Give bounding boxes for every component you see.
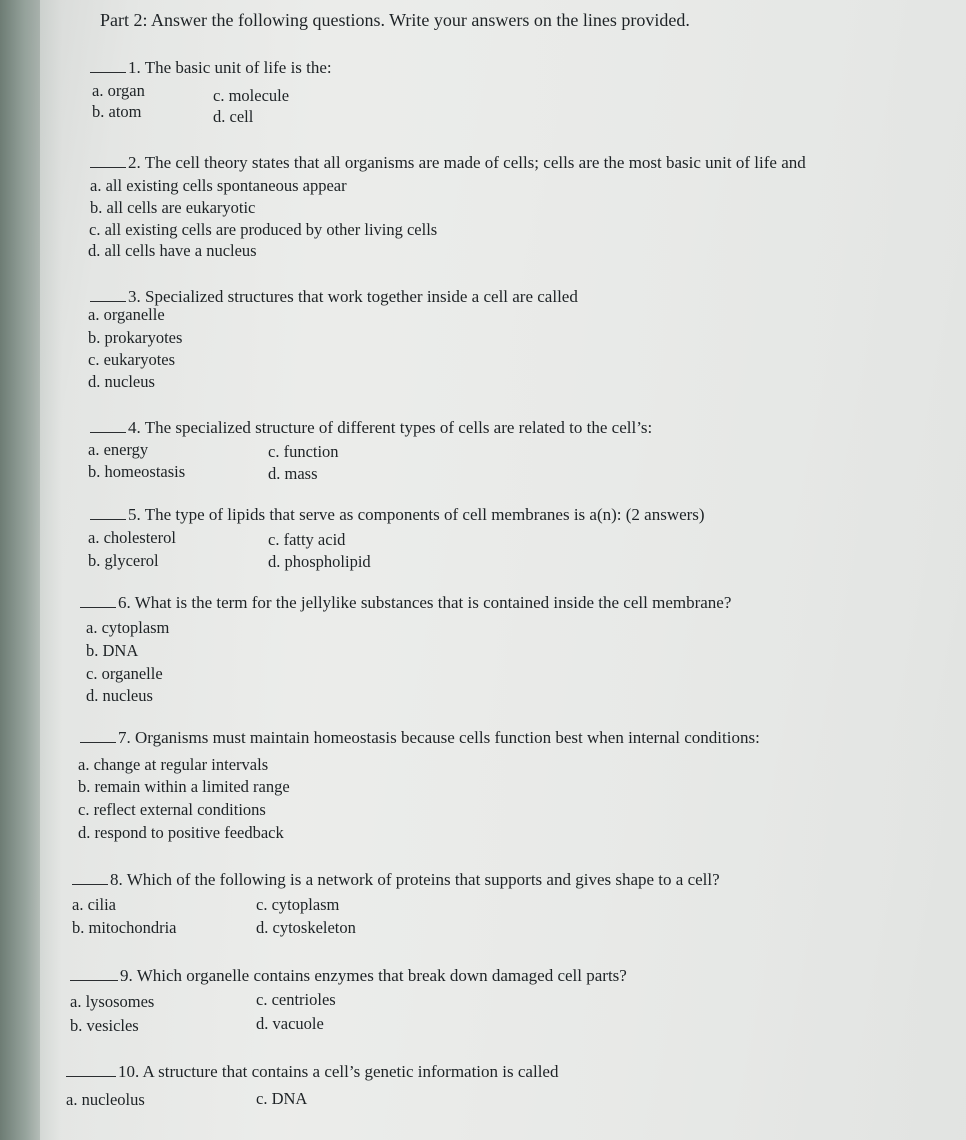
question-1 bbox=[90, 58, 332, 78]
option-c: c. centrioles bbox=[256, 990, 336, 1009]
option-c: c. DNA bbox=[256, 1089, 308, 1108]
question-4 bbox=[90, 418, 652, 438]
option-a: a. nucleolus bbox=[66, 1090, 145, 1109]
option-c: c. cytoplasm bbox=[256, 895, 340, 914]
option-a: a. lysosomes bbox=[70, 992, 155, 1011]
answer-line[interactable] bbox=[72, 870, 108, 885]
option-a: a. organelle bbox=[88, 305, 165, 324]
option-b: b. remain within a limited range bbox=[78, 777, 290, 796]
answer-line[interactable] bbox=[90, 418, 126, 433]
question-stem: 9. Which organelle contains enzymes that break down damaged cell parts? bbox=[120, 966, 627, 985]
answer-line[interactable] bbox=[70, 966, 118, 981]
question-3 bbox=[90, 287, 578, 307]
question-stem: 6. What is the term for the jellylike substances that is contained inside the cell membrane? bbox=[118, 593, 732, 612]
question-6 bbox=[80, 593, 731, 613]
option-b: b. vesicles bbox=[70, 1016, 139, 1035]
option-d: d. mass bbox=[268, 464, 318, 483]
option-a: a. cilia bbox=[72, 895, 116, 914]
option-a: a. cytoplasm bbox=[86, 618, 170, 637]
question-stem: 1. The basic unit of life is the: bbox=[128, 58, 332, 77]
option-b: b. mitochondria bbox=[72, 918, 177, 937]
question-8 bbox=[72, 870, 720, 890]
answer-line[interactable] bbox=[90, 58, 126, 73]
question-9 bbox=[70, 966, 627, 986]
question-10 bbox=[66, 1062, 558, 1082]
option-c: c. function bbox=[268, 442, 339, 461]
option-a: a. all existing cells spontaneous appear bbox=[90, 176, 347, 195]
section-heading: Part 2: Answer the following questions. Write your answers on the lines provided. bbox=[100, 10, 690, 30]
option-c: c. fatty acid bbox=[268, 530, 346, 549]
option-a: a. change at regular intervals bbox=[78, 755, 269, 774]
option-b: b. all cells are eukaryotic bbox=[90, 198, 256, 217]
question-stem: 8. Which of the following is a network of proteins that supports and gives shape to a cell? bbox=[110, 870, 720, 889]
option-b: b. DNA bbox=[86, 641, 139, 660]
option-d: d. phospholipid bbox=[268, 552, 371, 571]
option-d: d. cell bbox=[213, 107, 254, 126]
question-5 bbox=[90, 505, 705, 525]
option-b: b. prokaryotes bbox=[88, 328, 183, 347]
option-c: c. all existing cells are produced by other living cells bbox=[89, 220, 438, 239]
option-d: d. nucleus bbox=[88, 372, 155, 391]
question-stem: 7. Organisms must maintain homeostasis because cells function best when internal conditions: bbox=[118, 728, 760, 747]
answer-line[interactable] bbox=[80, 593, 116, 608]
option-d: d. vacuole bbox=[256, 1014, 324, 1033]
option-d: d. nucleus bbox=[86, 686, 153, 705]
option-b: b. homeostasis bbox=[88, 462, 186, 481]
answer-line[interactable] bbox=[90, 287, 126, 302]
answer-line[interactable] bbox=[90, 505, 126, 520]
question-2 bbox=[90, 153, 806, 173]
question-stem: 3. Specialized structures that work together inside a cell are called bbox=[128, 287, 578, 306]
option-c: c. eukaryotes bbox=[88, 350, 176, 369]
question-stem: 2. The cell theory states that all organisms are made of cells; cells are the most basic unit of life and bbox=[128, 153, 806, 172]
answer-line[interactable] bbox=[80, 728, 116, 743]
option-c: c. molecule bbox=[213, 86, 290, 105]
option-a: a. energy bbox=[88, 440, 149, 459]
question-stem: 10. A structure that contains a cell’s genetic information is called bbox=[118, 1062, 559, 1081]
option-a: a. organ bbox=[92, 81, 145, 100]
option-d: d. cytoskeleton bbox=[256, 918, 356, 937]
option-c: c. reflect external conditions bbox=[78, 800, 266, 819]
answer-line[interactable] bbox=[90, 153, 126, 168]
question-stem: 5. The type of lipids that serve as components of cell membranes is a(n): (2 answers) bbox=[128, 505, 705, 524]
question-stem: 4. The specialized structure of different types of cells are related to the cell’s: bbox=[128, 418, 653, 437]
option-a: a. cholesterol bbox=[88, 528, 176, 547]
option-d: d. respond to positive feedback bbox=[78, 823, 284, 842]
answer-line[interactable] bbox=[66, 1062, 116, 1077]
option-b: b. atom bbox=[92, 102, 142, 121]
option-b: b. glycerol bbox=[88, 551, 159, 570]
question-7 bbox=[80, 728, 760, 748]
option-d: d. all cells have a nucleus bbox=[88, 241, 257, 260]
option-c: c. organelle bbox=[86, 664, 163, 683]
